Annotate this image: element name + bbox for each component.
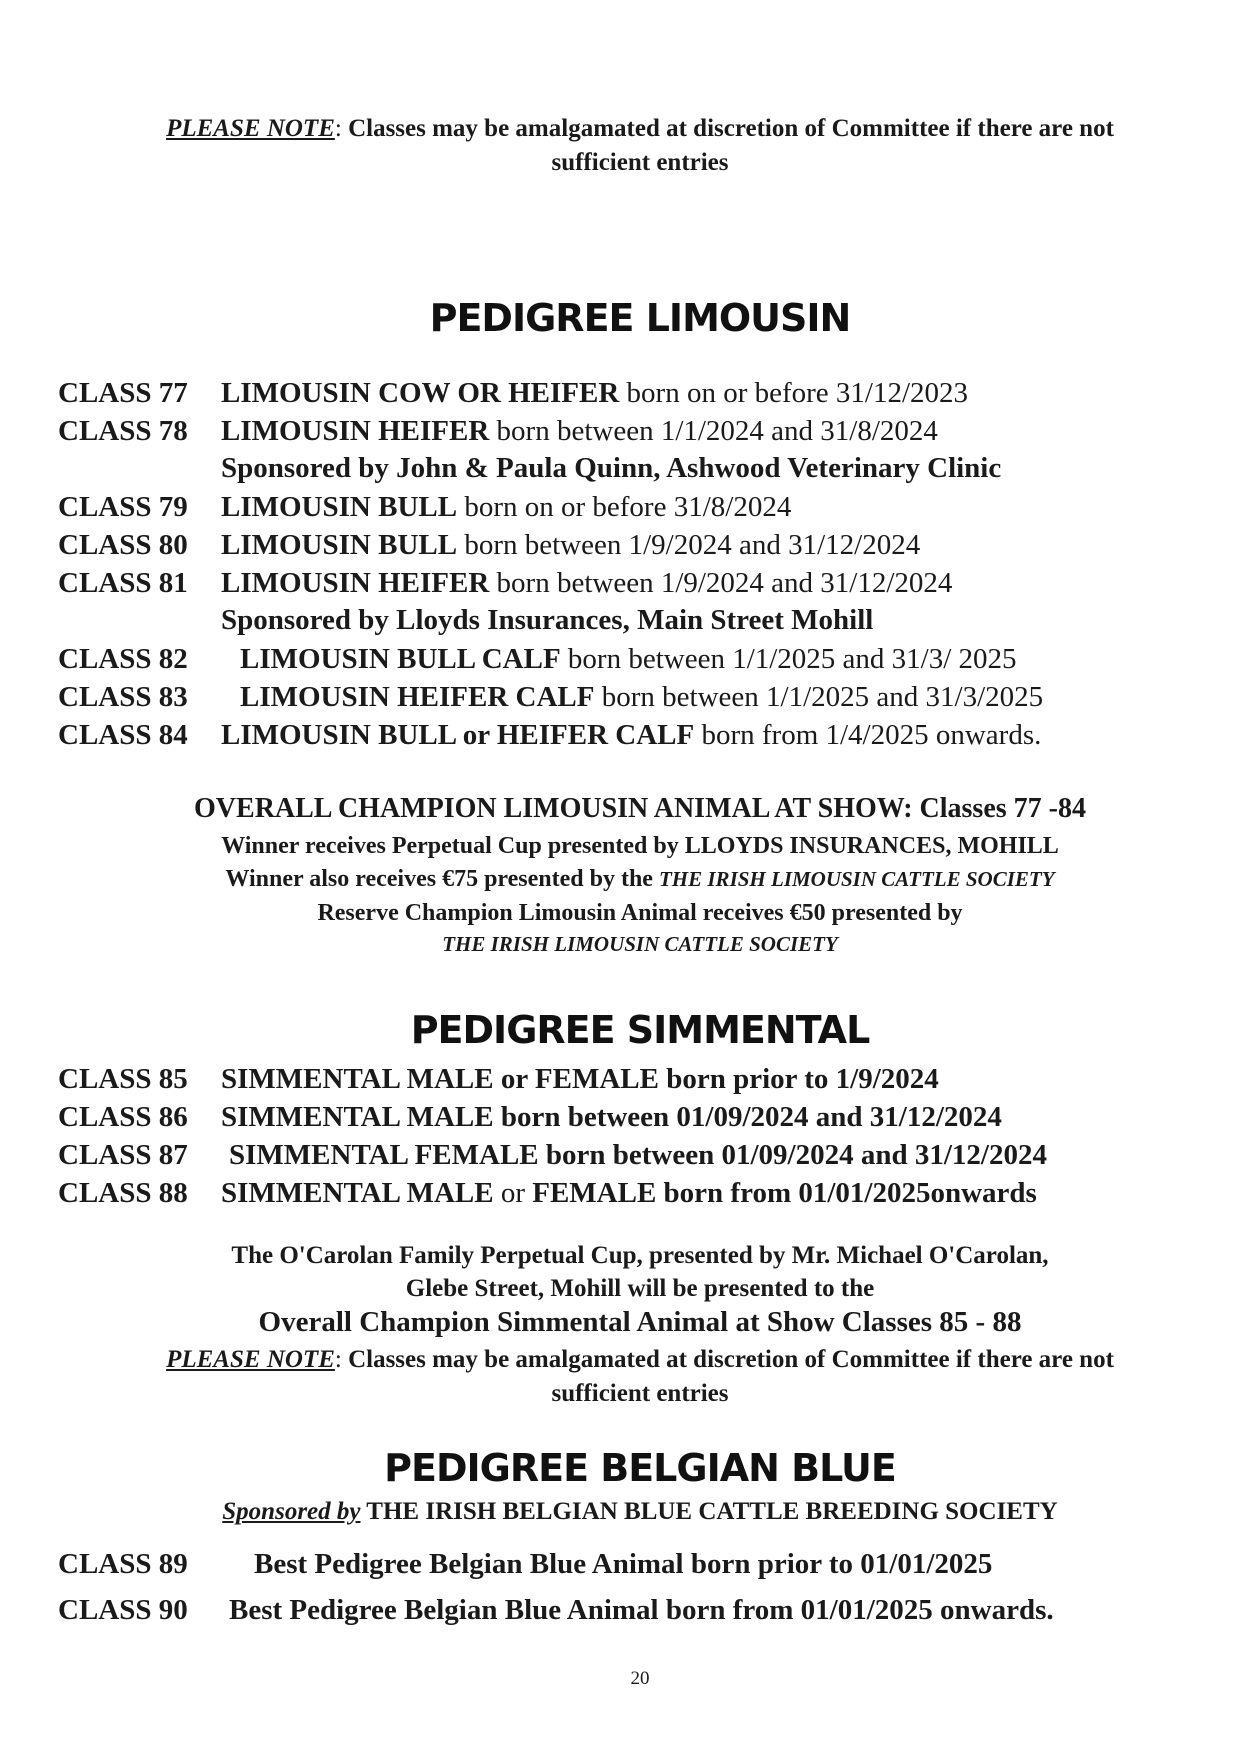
class-number: CLASS 84 bbox=[58, 719, 188, 751]
class-text-a: SIMMENTAL MALE bbox=[221, 1177, 494, 1209]
class-desc: born between 1/9/2024 and 31/12/2024 bbox=[489, 567, 953, 599]
class-number: CLASS 89 bbox=[58, 1548, 188, 1580]
class-desc: born from 1/4/2025 onwards. bbox=[694, 719, 1042, 751]
class-row bbox=[58, 678, 1043, 716]
class-name: LIMOUSIN BULL bbox=[221, 529, 458, 561]
simmental-cup-line2: Glebe Street, Mohill will be presented to the bbox=[405, 1275, 875, 1302]
class-row bbox=[58, 1136, 1047, 1174]
champion-line2-text: Winner also receives €75 presented by the bbox=[225, 866, 659, 892]
class-number: CLASS 90 bbox=[58, 1594, 188, 1626]
note-bottom bbox=[80, 1343, 1200, 1411]
class-desc: born on or before 31/12/2023 bbox=[619, 377, 969, 409]
class-number: CLASS 85 bbox=[58, 1063, 188, 1095]
note-line2: sufficient entries bbox=[551, 149, 729, 176]
class-number: CLASS 86 bbox=[58, 1101, 188, 1133]
note-line2: sufficient entries bbox=[551, 1380, 729, 1407]
class-desc: born on or before 31/8/2024 bbox=[457, 491, 792, 523]
page-number: 20 bbox=[630, 1668, 650, 1689]
class-name: LIMOUSIN HEIFER bbox=[221, 567, 490, 599]
class-row bbox=[58, 1545, 992, 1583]
class-number: CLASS 79 bbox=[58, 491, 188, 523]
class-desc: born between 1/1/2024 and 31/8/2024 bbox=[489, 415, 938, 447]
simmental-cup-line1: The O'Carolan Family Perpetual Cup, presented by Mr. Michael O'Carolan, bbox=[231, 1242, 1049, 1269]
class-row bbox=[58, 412, 938, 450]
limousin-champion-title: OVERALL CHAMPION LIMOUSIN ANIMAL AT SHOW: Classes 77 -84 bbox=[194, 793, 1086, 824]
note-top bbox=[80, 112, 1200, 180]
class-desc: born between 1/1/2025 and 31/3/ 2025 bbox=[560, 643, 1017, 675]
class-row bbox=[58, 564, 952, 602]
class-row bbox=[58, 1098, 1002, 1136]
simmental-cup-line3: Overall Champion Simmental Animal at Show Classes 85 - 88 bbox=[258, 1306, 1022, 1338]
class-number: CLASS 88 bbox=[58, 1177, 188, 1209]
class-text-c: FEMALE born from 01/01/2025onwards bbox=[532, 1177, 1037, 1209]
class-number: CLASS 83 bbox=[58, 681, 188, 713]
class-row bbox=[58, 1591, 1054, 1629]
class-text: SIMMENTAL MALE born between 01/09/2024 and 31/12/2024 bbox=[221, 1101, 1002, 1133]
class-row bbox=[58, 526, 920, 564]
note-line1: Classes may be amalgamated at discretion of Committee if there are not bbox=[341, 115, 1114, 142]
class-row bbox=[58, 374, 968, 412]
class-name: LIMOUSIN COW OR HEIFER bbox=[221, 377, 620, 409]
class-number: CLASS 77 bbox=[58, 377, 188, 409]
class-name: LIMOUSIN HEIFER CALF bbox=[240, 681, 595, 713]
limousin-champion-line4: THE IRISH LIMOUSIN CATTLE SOCIETY bbox=[442, 932, 838, 956]
class-text: SIMMENTAL FEMALE born between 01/09/2024 and 31/12/2024 bbox=[229, 1139, 1047, 1171]
society-name: THE IRISH LIMOUSIN CATTLE SOCIETY bbox=[658, 867, 1055, 891]
sponsor-name: THE IRISH BELGIAN BLUE CATTLE BREEDING SOCIETY bbox=[360, 1498, 1058, 1525]
class-desc: born between 1/9/2024 and 31/12/2024 bbox=[457, 529, 921, 561]
limousin-champion-line3: Reserve Champion Limousin Animal receives €50 presented by bbox=[317, 900, 963, 926]
class-name: LIMOUSIN BULL bbox=[221, 491, 458, 523]
class-number: CLASS 78 bbox=[58, 415, 188, 447]
class-name: LIMOUSIN BULL CALF bbox=[240, 643, 561, 675]
class-row bbox=[58, 488, 791, 526]
class-row bbox=[58, 716, 1041, 754]
limousin-champion-line2 bbox=[80, 866, 1200, 893]
class-text: Best Pedigree Belgian Blue Animal born from 01/01/2025 onwards. bbox=[229, 1594, 1054, 1626]
note-line1: Classes may be amalgamated at discretion of Committee if there are not bbox=[341, 1346, 1114, 1373]
class-desc: born between 1/1/2025 and 31/3/2025 bbox=[594, 681, 1044, 713]
class-text: Best Pedigree Belgian Blue Animal born prior to 01/01/2025 bbox=[254, 1548, 993, 1580]
class-row bbox=[58, 1060, 939, 1098]
sponsor-line: Sponsored by John & Paula Quinn, Ashwood Veterinary Clinic bbox=[221, 452, 1002, 484]
heading-limousin: PEDIGREE LIMOUSIN bbox=[429, 296, 851, 340]
class-text-b: or bbox=[493, 1177, 533, 1209]
heading-simmental: PEDIGREE SIMMENTAL bbox=[410, 1008, 870, 1052]
class-text: SIMMENTAL MALE or FEMALE born prior to 1/9/2024 bbox=[221, 1063, 939, 1095]
class-number: CLASS 80 bbox=[58, 529, 188, 561]
note-label: PLEASE NOTE bbox=[166, 1346, 335, 1373]
class-row bbox=[58, 1174, 1037, 1212]
class-number: CLASS 87 bbox=[58, 1139, 188, 1171]
class-name: LIMOUSIN HEIFER bbox=[221, 415, 490, 447]
limousin-champion-line1: Winner receives Perpetual Cup presented by LLOYDS INSURANCES, MOHILL bbox=[221, 833, 1059, 859]
class-number: CLASS 81 bbox=[58, 567, 188, 599]
heading-belgian-blue: PEDIGREE BELGIAN BLUE bbox=[384, 1446, 896, 1490]
note-colon: : bbox=[334, 1346, 342, 1373]
class-name: LIMOUSIN BULL or HEIFER CALF bbox=[221, 719, 695, 751]
sponsor-label: Sponsored by bbox=[222, 1498, 361, 1525]
note-colon: : bbox=[334, 115, 342, 142]
sponsor-line: Sponsored by Lloyds Insurances, Main Street Mohill bbox=[221, 604, 874, 636]
class-number: CLASS 82 bbox=[58, 643, 188, 675]
note-label: PLEASE NOTE bbox=[166, 115, 335, 142]
class-row bbox=[58, 640, 1017, 678]
belgian-sponsor bbox=[60, 1498, 1220, 1526]
